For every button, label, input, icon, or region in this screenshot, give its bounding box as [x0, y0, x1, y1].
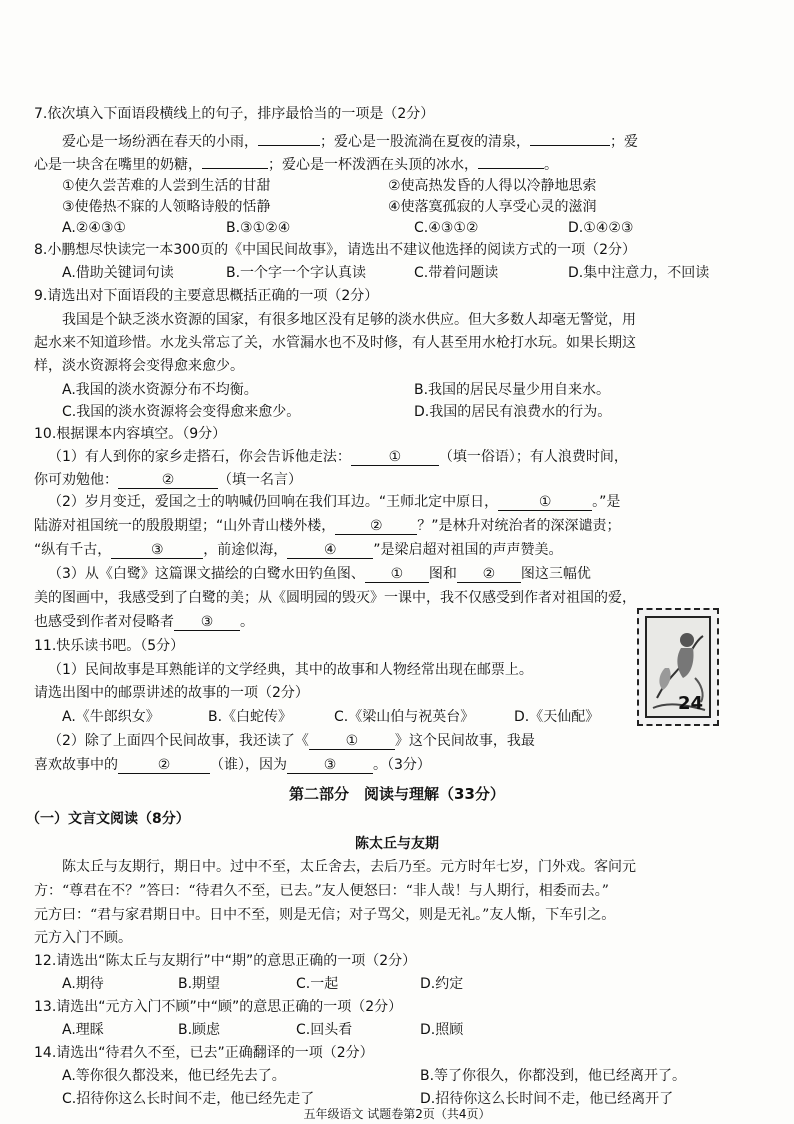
q10-line3: （2）岁月变迁，爱国之士的呐喊仍回响在我们耳边。“王师北定中原日， ① 。”是 — [48, 494, 621, 510]
part-two-heading: 第二部分 阅读与理解（33分） — [289, 785, 505, 803]
q11-choice-d: D.《天仙配》 — [514, 709, 600, 725]
passage-title: 陈太丘与友期 — [355, 836, 439, 852]
q12-choice-a: A.期待 — [62, 976, 104, 992]
q9-passage-line1: 我国是个缺乏淡水资源的国家，有很多地区没有足够的淡水供应。但大多数人却毫无警觉，用 — [62, 312, 636, 328]
q10-line8: 也感受到作者对侵略者 ③ 。 — [34, 614, 254, 630]
q11-line4: 喜欢故事中的 ② （谁），因为 ③ 。（3分） — [34, 757, 431, 773]
q8-choice-a: A.借助关键词句读 — [62, 265, 174, 281]
q7-option-1: ①使久尝苦难的人尝到生活的甘甜 — [62, 178, 271, 194]
q7-choice-d: D.①④②③ — [568, 220, 634, 236]
classical-passage-line4: 元方入门不顾。 — [34, 930, 132, 946]
q7-choice-b: B.③①②④ — [226, 220, 291, 236]
q7-option-4: ④使落寞孤寂的人享受心灵的滋润 — [388, 199, 597, 215]
q13-choice-b: B.顾虑 — [178, 1022, 221, 1038]
stamp-artwork — [645, 616, 711, 718]
q7-option-2: ②使高热发昏的人得以冷静地思索 — [388, 178, 597, 194]
section-classical-reading: （一）文言文阅读（8分） — [26, 811, 190, 827]
q9-stem: 9.请选出对下面语段的主要意思概括正确的一项（2分） — [34, 288, 379, 304]
q14-choice-c: C.招待你这么长时间不走，他已经先走了 — [62, 1091, 315, 1107]
q10-line5: “纵有千古， ③ ，前途似海， ④ ”是梁启超对祖国的声声赞美。 — [34, 542, 563, 558]
q9-choice-b: B.我国的居民尽量少用自来水。 — [414, 382, 611, 398]
q7-passage-line1: 爱心是一场纷洒在春天的小雨， ；爱心是一股流淌在夏夜的清泉， ；爱 — [62, 129, 638, 152]
q14-choice-b: B.等了你很久，你都没到，他已经离开了。 — [420, 1068, 687, 1084]
stamp-denomination: 24 — [677, 693, 703, 714]
q7-passage-line2: 心是一块含在嘴里的奶糖， ；爱心是一杯泼洒在头顶的冰水， 。 — [34, 152, 558, 175]
q10-line1: （1）有人到你的家乡走搭石，你会告诉他走法： ① （填一俗语）；有人浪费时间， — [48, 449, 628, 465]
q14-choice-d: D.招待你这么长时间不走，他已经离开了 — [420, 1091, 674, 1107]
q11-stem: 11.快乐读书吧。（5分） — [34, 638, 185, 654]
q9-choice-d: D.我国的居民有浪费水的行为。 — [414, 404, 612, 420]
q11-line1: （1）民间故事是耳熟能详的文学经典，其中的故事和人物经常出现在邮票上。 — [48, 662, 533, 678]
q11-line2: 请选出图中的邮票讲述的故事的一项（2分） — [34, 685, 309, 701]
q8-choice-d: D.集中注意力，不回读 — [568, 265, 710, 281]
q12-choice-c: C.一起 — [296, 976, 339, 992]
q9-choice-c: C.我国的淡水资源将会变得愈来愈少。 — [62, 404, 301, 420]
q7-choice-c: C.④③①② — [414, 220, 479, 236]
q12-choice-d: D.约定 — [420, 976, 464, 992]
q10-line7: 美的图画中，我感受到了白鹭的美；从《圆明园的毁灭》一课中，我不仅感受到作者对祖国的爱， — [34, 590, 636, 606]
page-footer: 五年级语文 试题卷第2页（共4页） — [303, 1107, 491, 1121]
q14-stem: 14.请选出“待君久不至，已去”正确翻译的一项（2分） — [34, 1045, 374, 1061]
classical-passage-line1: 陈太丘与友期行，期日中。过中不至，太丘舍去，去后乃至。元方时年七岁，门外戏。客问元 — [62, 859, 636, 875]
classical-passage-line2: 方：“尊君在不？”答曰：“待君久不至，已去。”友人便怒曰：“非人哉！与人期行，相委而去。” — [34, 883, 609, 899]
classical-passage-line3: 元方曰：“君与家君期日中。日中不至，则是无信；对子骂父，则是无礼。”友人惭，下车引之。 — [34, 907, 616, 923]
q8-stem: 8.小鹏想尽快读完一本300页的《中国民间故事》，请选出不建议他选择的阅读方式的一项（2分） — [34, 242, 636, 258]
q13-choice-c: C.回头看 — [296, 1022, 353, 1038]
q12-choice-b: B.期望 — [178, 976, 221, 992]
q11-choice-b: B.《白蛇传》 — [208, 709, 293, 725]
q10-stem: 10.根据课本内容填空。（9分） — [34, 426, 227, 442]
q8-choice-b: B.一个字一个字认真读 — [226, 265, 367, 281]
q9-passage-line2: 起水来不知道珍惜。水龙头常忘了关，水管漏水也不及时修，有人甚至用水枪打水玩。如果长期这 — [34, 335, 636, 351]
q13-stem: 13.请选出“元方入门不顾”中“顾”的意思正确的一项（2分） — [34, 999, 403, 1015]
q13-choice-a: A.理睬 — [62, 1022, 104, 1038]
q9-choice-a: A.我国的淡水资源分布不均衡。 — [62, 382, 258, 398]
postage-stamp-image — [637, 608, 719, 726]
q10-line4: 陆游对祖国统一的殷殷期望；“山外青山楼外楼， ② ？”是林升对统治者的深深谴责； — [34, 518, 621, 534]
q14-choice-a: A.等你很久都没来，他已经先去了。 — [62, 1068, 286, 1084]
q11-line3: （2）除了上面四个民间故事，我还读了《 ① 》这个民间故事，我最 — [48, 733, 535, 749]
q11-choice-c: C.《梁山伯与祝英台》 — [334, 709, 475, 725]
q13-choice-d: D.照顾 — [420, 1022, 464, 1038]
q10-line6: （3）从《白鹭》这篇课文描绘的白鹭水田钓鱼图、 ① 图和 ② 图这三幅优 — [48, 566, 591, 582]
q12-stem: 12.请选出“陈太丘与友期行”中“期”的意思正确的一项（2分） — [34, 953, 417, 969]
q11-choice-a: A.《牛郎织女》 — [62, 709, 160, 725]
q9-passage-line3: 样，淡水资源将会变得愈来愈少。 — [34, 358, 244, 374]
q8-choice-c: C.带着问题读 — [414, 265, 499, 281]
q7-choice-a: A.②④③① — [62, 220, 126, 236]
q7-option-3: ③使倦热不寐的人领略诗般的恬静 — [62, 199, 271, 215]
q7-stem: 7.依次填入下面语段横线上的句子，排序最恰当的一项是（2分） — [34, 106, 435, 122]
q10-line2: 你可劝勉他： ② （填一名言） — [34, 472, 302, 488]
